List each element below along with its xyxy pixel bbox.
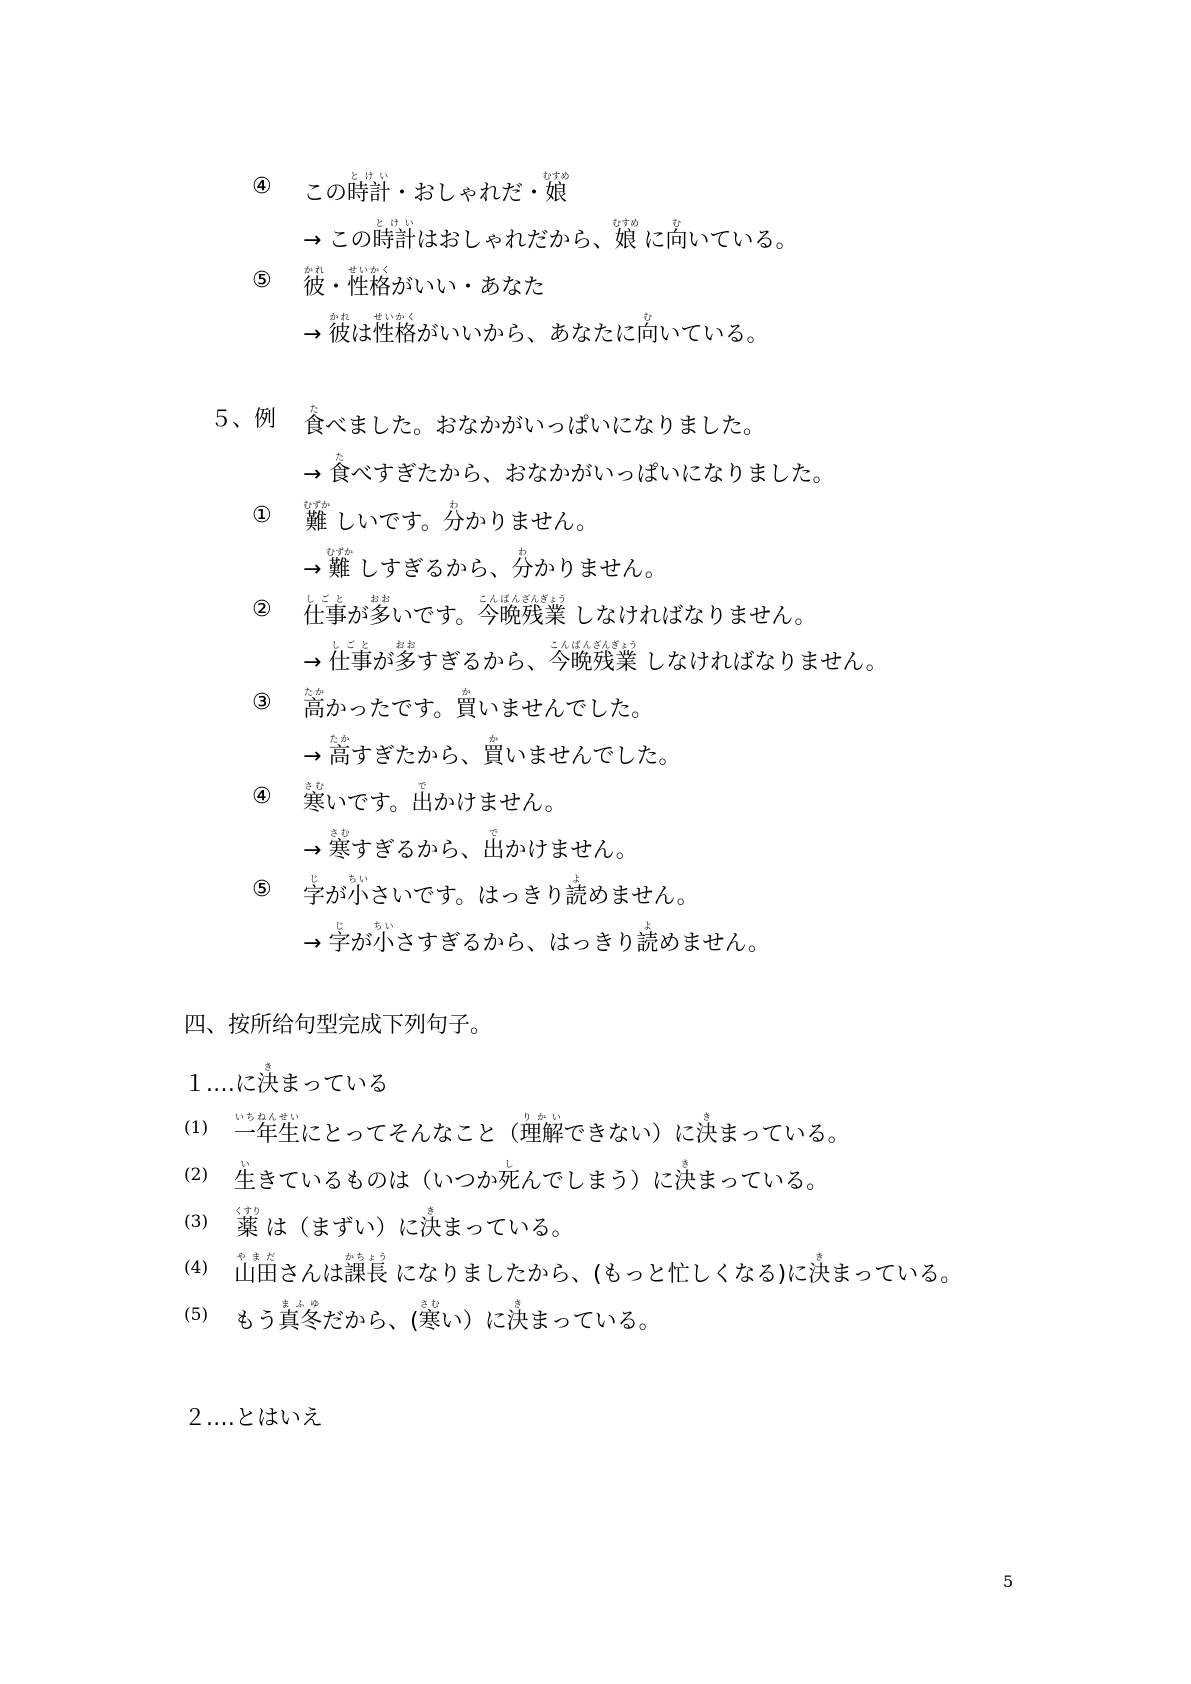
- furigana-reading: とけい: [347, 172, 392, 182]
- text-line: [303, 595, 816, 632]
- text-segment: もう: [234, 1309, 279, 1334]
- furigana-reading: か: [482, 735, 505, 745]
- furigana-reading: じ: [303, 875, 326, 885]
- text-segment: いませんでした。: [504, 744, 681, 769]
- text-segment: かったです。: [325, 697, 456, 722]
- item-marker: (5): [184, 1305, 209, 1325]
- text-line: [303, 453, 834, 490]
- text-line: [234, 1253, 962, 1290]
- furigana-word: 一年生いちねんせい: [234, 1113, 301, 1147]
- furigana-word: 難むずか: [325, 548, 353, 582]
- item-marker: ⑤: [252, 268, 272, 293]
- furigana-word: 真冬まふゆ: [278, 1300, 323, 1334]
- furigana-reading: かれ: [303, 266, 326, 276]
- text-segment: めません。: [658, 931, 770, 956]
- text-segment: まっている: [279, 1072, 390, 1097]
- furigana-word: 向む: [636, 313, 659, 347]
- text-segment: １.…に: [184, 1072, 257, 1097]
- text-segment: しいです。: [327, 510, 443, 535]
- item-marker: ⑤: [252, 877, 272, 902]
- text-segment: →: [303, 744, 329, 769]
- furigana-reading: ざんぎょう: [521, 595, 567, 605]
- text-segment: しなければなりません。: [566, 604, 817, 629]
- furigana-word: 今晩こんばん: [548, 641, 593, 675]
- furigana-word: 課長かちょう: [344, 1253, 389, 1287]
- furigana-reading: た: [328, 453, 351, 463]
- text-segment: →: [303, 462, 329, 487]
- furigana-word: 寒さむ: [328, 829, 351, 863]
- furigana-reading: き: [808, 1253, 831, 1263]
- text-segment: べすぎたから、おなかがいっぱいになりました。: [350, 462, 835, 487]
- item-marker: ①: [252, 503, 272, 528]
- text-segment: はおしゃれだから、: [416, 228, 615, 253]
- furigana-reading: き: [674, 1160, 697, 1170]
- furigana-reading: た: [303, 405, 326, 415]
- furigana-reading: おお: [394, 641, 417, 651]
- text-segment: だから、(: [322, 1309, 419, 1334]
- text-segment: にとってそんなこと（: [300, 1122, 520, 1147]
- furigana-word: 出で: [411, 782, 434, 816]
- furigana-word: 多おお: [369, 595, 392, 629]
- furigana-word: 理解りかい: [519, 1113, 564, 1147]
- item-marker: ④: [252, 174, 272, 199]
- furigana-word: 山田やまだ: [234, 1253, 279, 1287]
- furigana-reading: わ: [511, 548, 534, 558]
- text-segment: は: [350, 322, 373, 347]
- furigana-word: 食た: [328, 453, 351, 487]
- furigana-word: 食た: [303, 405, 326, 439]
- furigana-reading: かちょう: [344, 1253, 389, 1263]
- text-segment: は（まずい）に: [258, 1216, 420, 1241]
- text-segment: さんは: [278, 1262, 345, 1287]
- furigana-word: 性格せいかく: [372, 313, 417, 347]
- furigana-reading: ちい: [372, 922, 395, 932]
- text-segment: かけません。: [504, 838, 638, 863]
- text-segment: いです。: [391, 604, 478, 629]
- text-line: [303, 641, 888, 678]
- text-line: [303, 172, 570, 209]
- text-segment: ２.…とはいえ: [184, 1406, 323, 1431]
- furigana-word: 仕事しごと: [303, 595, 348, 629]
- text-line: [303, 501, 598, 538]
- furigana-word: 決き: [695, 1113, 718, 1147]
- text-line: [184, 1011, 492, 1041]
- text-line: [303, 782, 567, 819]
- furigana-word: 決き: [506, 1300, 529, 1334]
- furigana-word: 娘むすめ: [611, 219, 639, 253]
- text-segment: が: [372, 650, 395, 675]
- text-segment: 四、按所给句型完成下列句子。: [184, 1013, 493, 1038]
- furigana-reading: おお: [369, 595, 392, 605]
- furigana-reading: む: [665, 219, 688, 229]
- furigana-reading: むずか: [325, 548, 353, 558]
- furigana-word: 決き: [808, 1253, 831, 1287]
- page-number: 5: [1003, 1572, 1014, 1591]
- item-marker: ④: [252, 784, 272, 809]
- text-segment: いている。: [658, 322, 769, 347]
- text-segment: この: [303, 181, 348, 206]
- furigana-reading: ざんぎょう: [592, 641, 638, 651]
- text-segment: かけません。: [433, 791, 567, 816]
- text-segment: が: [347, 604, 370, 629]
- text-line: [234, 1300, 661, 1337]
- furigana-reading: とけい: [372, 219, 417, 229]
- furigana-word: 時計とけい: [372, 219, 417, 253]
- text-line: [303, 829, 638, 866]
- furigana-word: 難むずか: [303, 501, 331, 535]
- text-segment: ・おしゃれだ・: [391, 181, 546, 206]
- furigana-reading: まふゆ: [278, 1300, 323, 1310]
- furigana-reading: よ: [565, 875, 588, 885]
- text-line: [303, 548, 667, 585]
- text-line: [234, 1207, 574, 1244]
- text-segment: んでしまう）に: [520, 1169, 675, 1194]
- text-segment: がいい・あなた: [391, 275, 546, 300]
- text-line: [303, 405, 765, 442]
- text-segment: がいいから、あなたに: [416, 322, 637, 347]
- text-line: [303, 922, 770, 959]
- text-segment: めません。: [587, 884, 699, 909]
- text-segment: すぎたから、: [350, 744, 483, 769]
- text-segment: → この: [303, 228, 373, 253]
- furigana-word: 高たか: [328, 735, 351, 769]
- text-segment: いている。: [687, 228, 798, 253]
- furigana-reading: き: [506, 1300, 529, 1310]
- furigana-reading: む: [636, 313, 659, 323]
- text-segment: しなければなりません。: [637, 650, 888, 675]
- furigana-word: 買か: [482, 735, 505, 769]
- text-segment: いませんでした。: [477, 697, 654, 722]
- text-segment: ・: [325, 275, 348, 300]
- furigana-word: 寒さむ: [303, 782, 326, 816]
- text-segment: さいです。はっきり: [369, 884, 566, 909]
- furigana-word: 決き: [674, 1160, 697, 1194]
- text-line: [234, 1160, 828, 1197]
- furigana-reading: りかい: [519, 1113, 564, 1123]
- text-segment: →: [303, 650, 329, 675]
- furigana-reading: で: [411, 782, 434, 792]
- furigana-word: 字じ: [328, 922, 351, 956]
- text-segment: まっている。: [528, 1309, 661, 1334]
- text-line: [184, 1404, 323, 1434]
- furigana-reading: かれ: [328, 313, 351, 323]
- furigana-word: 買か: [455, 688, 478, 722]
- furigana-word: 分わ: [442, 501, 465, 535]
- furigana-reading: くすり: [234, 1207, 262, 1217]
- furigana-word: 彼かれ: [303, 266, 326, 300]
- furigana-reading: たか: [328, 735, 351, 745]
- text-segment: まっている。: [696, 1169, 829, 1194]
- furigana-reading: むすめ: [611, 219, 639, 229]
- text-line: [303, 688, 653, 725]
- furigana-word: 彼かれ: [328, 313, 351, 347]
- text-line: [184, 1063, 389, 1100]
- furigana-word: 小ちい: [372, 922, 395, 956]
- furigana-reading: やまだ: [234, 1253, 279, 1263]
- text-segment: かりません。: [533, 557, 667, 582]
- text-segment: まっている。: [717, 1122, 850, 1147]
- item-marker: (1): [184, 1118, 209, 1138]
- furigana-reading: しごと: [303, 595, 348, 605]
- furigana-word: 死し: [498, 1160, 521, 1194]
- furigana-word: 残業ざんぎょう: [521, 595, 567, 629]
- furigana-word: 向む: [665, 219, 688, 253]
- item-marker: ５、例: [210, 407, 277, 432]
- furigana-word: 字じ: [303, 875, 326, 909]
- furigana-word: 読よ: [636, 922, 659, 956]
- furigana-reading: こんばん: [548, 641, 593, 651]
- text-segment: べました。おなかがいっぱいになりました。: [325, 414, 766, 439]
- item-marker: ③: [252, 690, 272, 715]
- text-segment: に: [636, 228, 666, 253]
- furigana-reading: こんばん: [477, 595, 522, 605]
- furigana-reading: き: [695, 1113, 718, 1123]
- furigana-reading: き: [257, 1063, 280, 1073]
- text-line: [303, 875, 699, 912]
- text-segment: まっている。: [441, 1216, 574, 1241]
- text-line: [303, 735, 681, 772]
- furigana-word: 高たか: [303, 688, 326, 722]
- furigana-reading: さむ: [418, 1300, 441, 1310]
- text-segment: すぎるから、: [416, 650, 549, 675]
- furigana-word: 時計とけい: [347, 172, 392, 206]
- furigana-reading: さむ: [328, 829, 351, 839]
- text-segment: すぎるから、: [350, 838, 483, 863]
- furigana-reading: わ: [442, 501, 465, 511]
- text-segment: きているものは（いつか: [256, 1169, 499, 1194]
- furigana-word: 読よ: [565, 875, 588, 909]
- furigana-reading: さむ: [303, 782, 326, 792]
- furigana-reading: じ: [328, 922, 351, 932]
- furigana-reading: ちい: [347, 875, 370, 885]
- text-segment: が: [350, 931, 373, 956]
- item-marker: ②: [252, 597, 272, 622]
- furigana-reading: せいかく: [347, 266, 392, 276]
- furigana-word: 娘むすめ: [542, 172, 570, 206]
- text-segment: →: [303, 931, 329, 956]
- text-segment: いです。: [325, 791, 412, 816]
- furigana-word: 残業ざんぎょう: [592, 641, 638, 675]
- furigana-word: 性格せいかく: [347, 266, 392, 300]
- furigana-word: 生い: [234, 1160, 257, 1194]
- text-segment: が: [325, 884, 348, 909]
- text-segment: しすぎるから、: [350, 557, 512, 582]
- furigana-reading: むずか: [303, 501, 331, 511]
- item-marker: (4): [184, 1258, 209, 1278]
- furigana-word: 今晩こんばん: [477, 595, 522, 629]
- text-segment: い）に: [440, 1309, 507, 1334]
- text-segment: できない）に: [563, 1122, 696, 1147]
- text-line: [303, 266, 545, 303]
- item-marker: (3): [184, 1212, 209, 1232]
- furigana-reading: たか: [303, 688, 326, 698]
- text-line: [234, 1113, 850, 1150]
- furigana-reading: き: [419, 1207, 442, 1217]
- furigana-reading: しごと: [328, 641, 373, 651]
- furigana-reading: し: [498, 1160, 521, 1170]
- furigana-word: 寒さむ: [418, 1300, 441, 1334]
- text-segment: かりません。: [464, 510, 599, 535]
- furigana-reading: よ: [636, 922, 659, 932]
- furigana-reading: か: [455, 688, 478, 698]
- furigana-word: 分わ: [511, 548, 534, 582]
- text-segment: さすぎるから、はっきり: [394, 931, 637, 956]
- furigana-reading: せいかく: [372, 313, 417, 323]
- text-segment: →: [303, 557, 329, 582]
- text-segment: まっている。: [830, 1262, 963, 1287]
- furigana-reading: いちねんせい: [234, 1113, 301, 1123]
- furigana-word: 小ちい: [347, 875, 370, 909]
- text-segment: →: [303, 838, 329, 863]
- furigana-reading: むすめ: [542, 172, 570, 182]
- text-line: [303, 313, 769, 350]
- furigana-word: 決き: [257, 1063, 280, 1097]
- furigana-word: 多おお: [394, 641, 417, 675]
- item-marker: (2): [184, 1165, 209, 1185]
- furigana-reading: で: [482, 829, 505, 839]
- furigana-reading: い: [234, 1160, 257, 1170]
- text-line: [303, 219, 798, 256]
- furigana-word: 出で: [482, 829, 505, 863]
- furigana-word: 薬くすり: [234, 1207, 262, 1241]
- furigana-word: 仕事しごと: [328, 641, 373, 675]
- text-segment: →: [303, 322, 329, 347]
- text-segment: になりましたから、(もっと忙しくなる)に: [388, 1262, 809, 1287]
- furigana-word: 決き: [419, 1207, 442, 1241]
